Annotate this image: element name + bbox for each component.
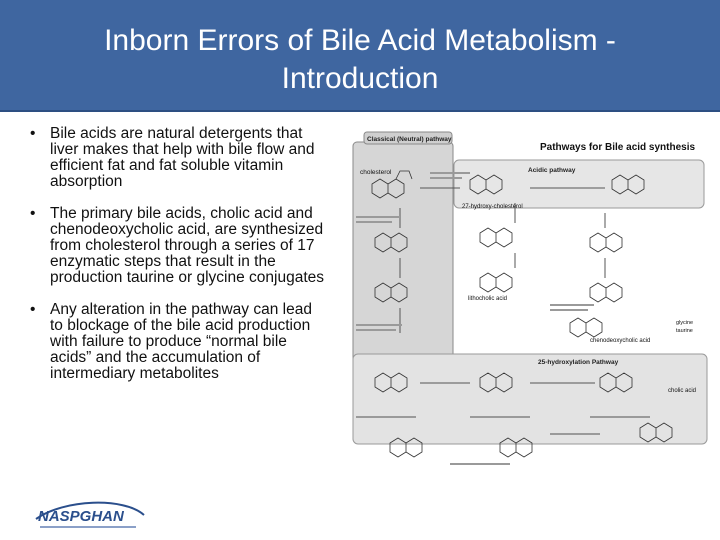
bullet-text: The primary bile acids, cholic acid and chenodeoxycholic acid, are synthesized from cholesterol through a series of 17 enzymatic steps that result in the production taurine or glycine conjugates xyxy=(50,205,325,286)
bullet-item xyxy=(28,302,328,382)
bullet-list xyxy=(28,126,328,398)
annotation-line xyxy=(550,309,588,311)
naspghan-logo xyxy=(34,497,146,535)
annotation-line xyxy=(356,221,392,223)
annotation-line xyxy=(450,463,510,465)
logo-text: NASPGHAN xyxy=(38,508,124,525)
bile-acid-pathway-diagram xyxy=(350,128,710,480)
annotation-line xyxy=(356,329,396,331)
label-lithocholic-acid: lithocholic acid xyxy=(468,296,508,302)
diagram-heading: Pathways for Bile acid synthesis xyxy=(540,142,696,153)
annotation-line xyxy=(430,172,470,174)
acidic-pathway-panel xyxy=(454,160,704,208)
bullet-item xyxy=(28,206,328,286)
bullet-marker: • xyxy=(30,301,36,318)
label-cholesterol: cholesterol xyxy=(360,169,392,176)
annotation-line xyxy=(356,216,400,218)
acidic-pathway-label: Acidic pathway xyxy=(528,167,576,174)
bullet-text: Any alteration in the pathway can lead to blockage of the bile acid production with failure to produce “normal bile acids” and the accumulation of intermediary metabolites xyxy=(50,301,312,382)
bullet-marker: • xyxy=(30,205,36,222)
annotation-line xyxy=(356,416,416,418)
bullet-text: Bile acids are natural detergents that liver makes that help with bile flow and efficient fat and fat soluble vitamin absorption xyxy=(50,125,315,190)
label-27-hydroxycholesterol: 27-hydroxy-cholesterol xyxy=(462,204,523,210)
annotation-line xyxy=(470,416,530,418)
annotation-line xyxy=(356,324,402,326)
bullet-item xyxy=(28,126,328,190)
annotation-line xyxy=(590,416,650,418)
annotation-line xyxy=(550,433,600,435)
label-chenodeoxycholic-acid: chenodeoxycholic acid xyxy=(590,338,651,344)
logo-tagline-line xyxy=(40,526,136,528)
hydroxylation-pathway-panel xyxy=(353,354,707,444)
annotation-line xyxy=(550,304,594,306)
slide-title: Inborn Errors of Bile Acid Metabolism - Introduction xyxy=(104,24,616,95)
classical-pathway-label: Classical (Neutral) pathway xyxy=(367,136,452,143)
bullet-marker: • xyxy=(30,125,36,142)
label-cholic-acid: cholic acid xyxy=(668,388,697,394)
hydroxylation-pathway-label: 25-hydroxylation Pathway xyxy=(538,359,619,366)
annotation-line xyxy=(430,177,462,179)
label-taurine: taurine xyxy=(676,328,693,334)
label-glycine: glycine xyxy=(676,320,694,326)
